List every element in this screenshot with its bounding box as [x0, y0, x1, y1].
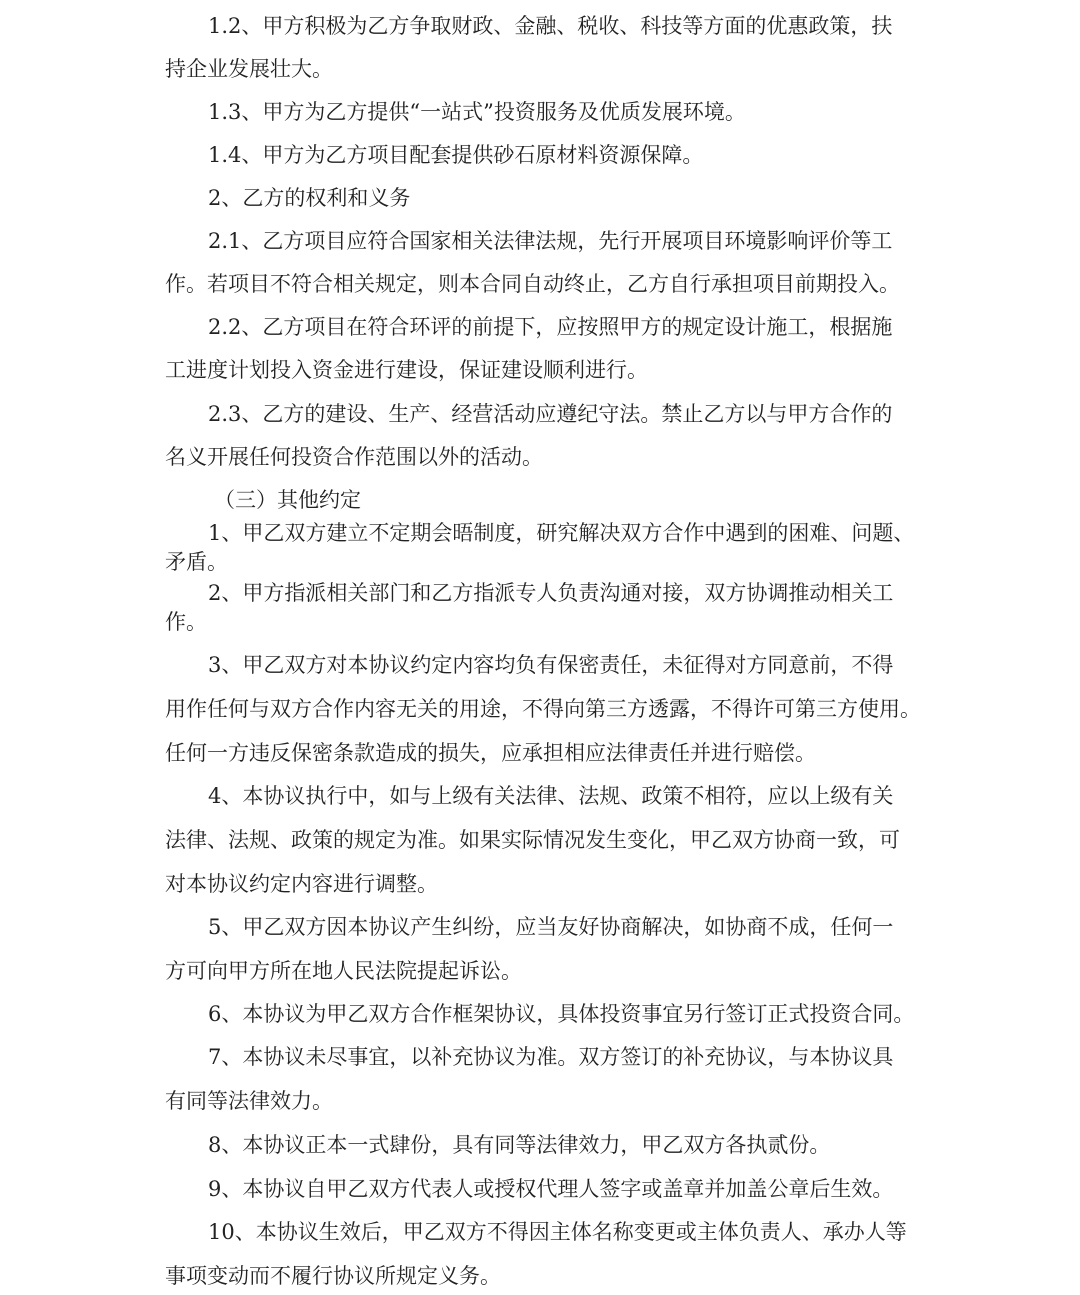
other-9: 9、本协议自甲乙双方代表人或授权代理人签字或盖章并加盖公章后生效。	[208, 1177, 894, 1201]
other-1-line-1: 1、甲乙双方建立不定期会晤制度，研究解决双方合作中遇到的困难、问题、	[208, 521, 915, 545]
clause-2-1-line-1: 2.1、乙方项目应符合国家相关法律法规，先行开展项目环境影响评价等工	[208, 229, 893, 253]
section-2-heading: 2、乙方的权利和义务	[208, 186, 411, 210]
other-2-line-2: 作。	[165, 610, 207, 634]
clause-2-3-line-1: 2.3、乙方的建设、生产、经营活动应遵纪守法。禁止乙方以与甲方合作的	[208, 402, 893, 426]
other-8: 8、本协议正本一式肆份，具有同等法律效力，甲乙双方各执贰份。	[208, 1133, 831, 1157]
clause-1-2-line-2: 持企业发展壮大。	[165, 57, 333, 81]
other-4-line-2: 法律、法规、政策的规定为准。如果实际情况发生变化，甲乙双方协商一致，可	[165, 828, 900, 852]
clause-2-2-line-1: 2.2、乙方项目在符合环评的前提下，应按照甲方的规定设计施工，根据施	[208, 315, 893, 339]
clause-2-2-line-2: 工进度计划投入资金进行建设，保证建设顺利进行。	[165, 358, 648, 382]
other-7-line-1: 7、本协议未尽事宜，以补充协议为准。双方签订的补充协议，与本协议具	[208, 1045, 894, 1069]
other-10-line-1: 10、本协议生效后，甲乙双方不得因主体名称变更或主体负责人、承办人等	[208, 1220, 907, 1244]
other-4-line-3: 对本协议约定内容进行调整。	[165, 872, 438, 896]
other-3-line-3: 任何一方违反保密条款造成的损失，应承担相应法律责任并进行赔偿。	[165, 741, 816, 765]
other-5-line-2: 方可向甲方所在地人民法院提起诉讼。	[165, 959, 522, 983]
other-10-line-2: 事项变动而不履行协议所规定义务。	[165, 1264, 501, 1288]
other-6: 6、本协议为甲乙双方合作框架协议，具体投资事宜另行签订正式投资合同。	[208, 1002, 915, 1026]
other-1-line-2: 矛盾。	[165, 550, 228, 574]
clause-1-2-line-1: 1.2、甲方积极为乙方争取财政、金融、税收、科技等方面的优惠政策，扶	[208, 14, 893, 38]
other-5-line-1: 5、甲乙双方因本协议产生纠纷，应当友好协商解决，如协商不成，任何一	[208, 915, 894, 939]
section-3-heading: （三）其他约定	[214, 488, 361, 512]
other-2-line-1: 2、甲方指派相关部门和乙方指派专人负责沟通对接，双方协调推动相关工	[208, 581, 894, 605]
other-3-line-1: 3、甲乙双方对本协议约定内容均负有保密责任，未征得对方同意前，不得	[208, 653, 894, 677]
clause-2-1-line-2: 作。若项目不符合相关规定，则本合同自动终止，乙方自行承担项目前期投入。	[165, 272, 900, 296]
clause-1-4: 1.4、甲方为乙方项目配套提供砂石原材料资源保障。	[208, 143, 704, 167]
other-7-line-2: 有同等法律效力。	[165, 1089, 333, 1113]
other-4-line-1: 4、本协议执行中，如与上级有关法律、法规、政策不相符，应以上级有关	[208, 784, 894, 808]
other-3-line-2: 用作任何与双方合作内容无关的用途，不得向第三方透露，不得许可第三方使用。	[165, 697, 921, 721]
clause-2-3-line-2: 名义开展任何投资合作范围以外的活动。	[165, 445, 543, 469]
clause-1-3: 1.3、甲方为乙方提供“一站式”投资服务及优质发展环境。	[208, 100, 746, 124]
